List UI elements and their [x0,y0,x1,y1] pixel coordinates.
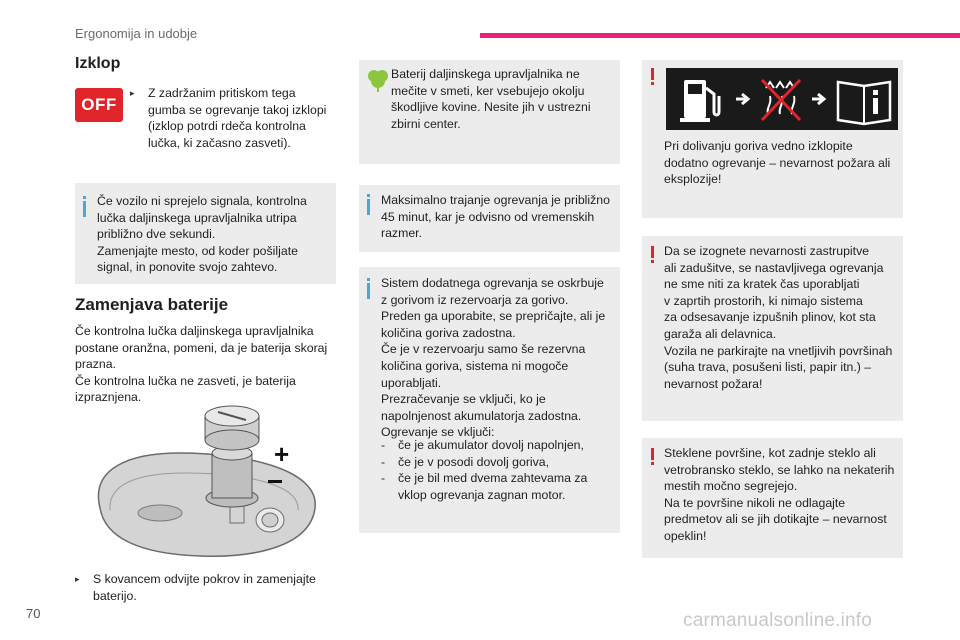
warning-icon [651,246,654,258]
izklop-heading: Izklop [75,55,121,72]
warn-glass-text: Steklene površine, kot zadnje steklo ali vetrobransko steklo, se lahko na nekaterih mestih močno segrejejo. Na te površine nikoli ne odlagajte predmetov ali se jih dotikajte – nevarnost opeklin! [664,446,895,543]
watermark: carmanualsonline.info [683,610,873,631]
info-icon [83,201,86,217]
warn-poison-text: Da se izognete nevarnosti zastrupitve ali zadušitve, se nastavljivega ogrevanja ne sme niti za kratek čas uporabljati v zaprtih prostorih, ki nimajo sistema za odsesavanje izpušnih plinov, kot sta garaža ali delavnica. Vozila ne parkirajte na vnetljivih površinah (suha trava, posušeni listi, papir itn.) – nevarnost požara! [664,244,893,391]
page-number: 70 [26,606,41,621]
zamenjava-step [75,571,340,604]
info-box-signal [75,183,336,284]
info-fuel-list [381,437,616,503]
warning-box-glass [642,438,903,558]
list-item-text: če je v posodi dovolj goriva, [398,454,550,469]
zamenjava-body: Če kontrolna lučka daljinskega upravljalnika postane oranžna, pomeni, da je baterija skoraj prazna. Če kontrolna lučka ne zasveti, je baterija izpraznjena. [75,324,328,405]
eco-note-text: Baterij daljinskega upravljalnika ne mečite v smeti, ker vsebujejo okolju škodljive kovine. Nesite jih v ustrezni zbirni center. [391,67,591,131]
izklop-step-text: Z zadržanim pritiskom tega gumba se ogrevanje takoj izklopi (izklop potrdi rdeča kontrolna lučka, ki začasno zasveti). [148,86,327,150]
list-item-text: če je bil med dvema zahtevama za vklop ogrevanja zagnan motor. [398,471,588,502]
list-item-text: če je akumulator dovolj napolnjen, [398,438,584,452]
off-button-icon: OFF [75,88,123,122]
info-box-duration [359,185,620,252]
info-box-fuel [359,267,620,533]
warning-icon [651,68,654,80]
warning-icon [651,448,654,460]
step-arrow-icon: ▸ [75,574,80,584]
step-arrow-icon: ▸ [130,88,135,98]
zamenjava-heading: Zamenjava baterije [75,295,229,314]
list-item: - če je v posodi dovolj goriva, [381,454,550,469]
svg-text:+: + [274,439,290,469]
section-title: Ergonomija in udobje [75,26,198,41]
list-item: - če je akumulator dovolj napolnjen, [381,438,584,452]
key-fob-battery-illustration [90,398,320,558]
recycle-tree-icon [367,68,389,92]
refuel-pictogram-panel [666,68,898,130]
refuel-no-heating-icon [666,68,898,130]
izklop-step [130,85,340,151]
list-item: - če je bil med dvema zahtevama za vklop ogrevanja zagnan motor. [381,471,588,502]
info-icon [367,199,370,215]
info-signal-text: Če vozilo ni sprejelo signala, kontrolna lučka daljinskega upravljalnika utripa približno dve sekundi. Zamenjajte mesto, od koder pošiljate signal, in ponovite svojo zahtevo. [97,194,307,275]
eco-box [359,60,620,164]
info-fuel-text: Sistem dodatnega ogrevanja se oskrbuje z gorivom iz rezervoarja za gorivo. Preden ga uporabite, se prepričajte, ali je količina goriva zadostna. Če je v rezervoarju samo še rezervna količina goriva, sistema ni mogoče uporabljati. Prezračevanje se vključi, ko je napolnjenost akumulatorja zadostna. Ogrevanje se vključi: [381,276,606,440]
zamenjava-step-text: S kovancem odvijte pokrov in zamenjajte baterijo. [93,572,316,603]
warn-refuel-text: Pri dolivanju goriva vedno izklopite dodatno ogrevanje – nevarnost požara ali eksplozije! [664,139,891,187]
info-icon [367,283,370,299]
header-accent-bar [480,33,960,38]
info-duration-text: Maksimalno trajanje ogrevanja je približno 45 minut, kar je odvisno od vremenskih razmer. [381,193,610,241]
warning-box-poison [642,236,903,421]
